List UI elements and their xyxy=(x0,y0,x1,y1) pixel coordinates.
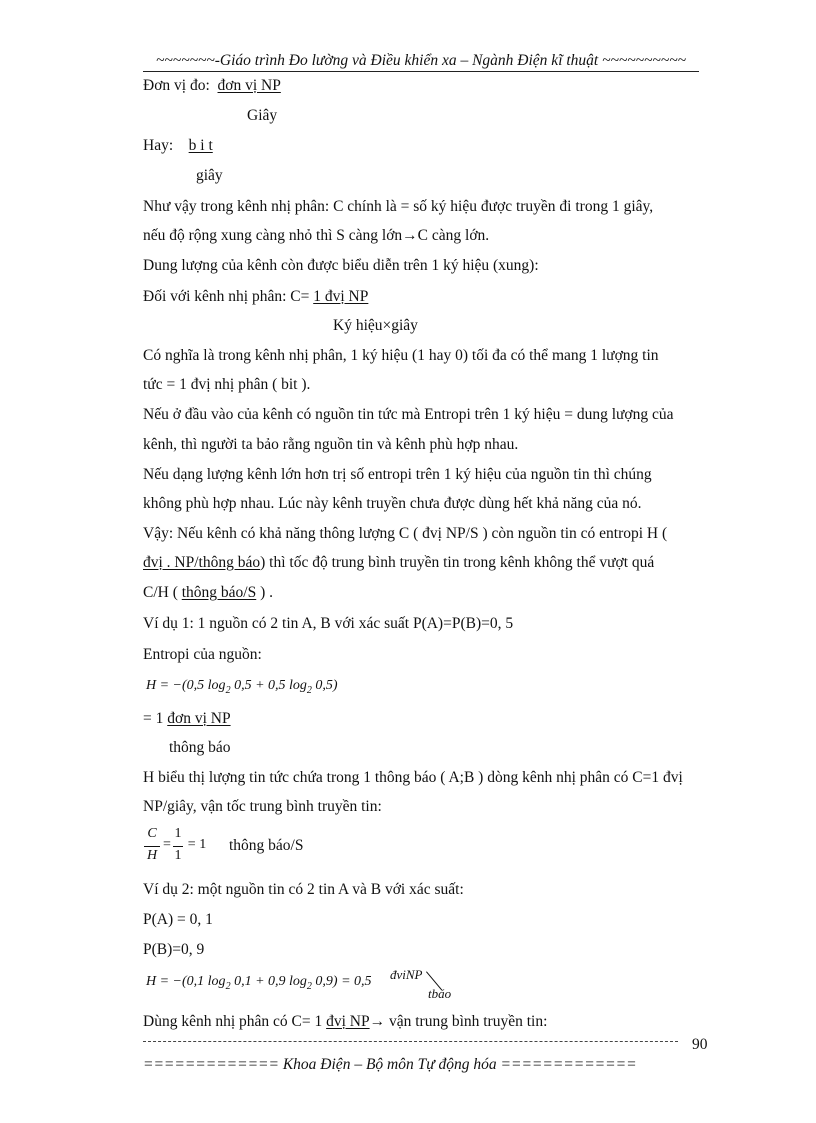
result-line xyxy=(143,709,231,729)
probability-a: P(A) = 0, 1 xyxy=(143,911,213,928)
paragraph-line: NP/giây, vận tốc trung bình truyền tin: xyxy=(143,798,382,815)
ratio-one-bottom: 1 xyxy=(174,848,182,863)
last-text: Dùng kênh nhị phân có C= 1 xyxy=(143,1013,323,1030)
paragraph-line: Như vậy trong kênh nhị phân: C chính là = số ký hiệu được truyền đi trong 1 giây, xyxy=(143,198,654,215)
rate-unit: thông báo/S xyxy=(181,584,257,601)
paragraph-text: ) thì tốc độ trung bình truyền tin trong kênh không thể vượt quá xyxy=(260,554,655,571)
paragraph-line xyxy=(143,553,654,573)
capacity-prefix: Đối với kênh nhị phân: C= xyxy=(143,288,310,305)
ratio-c: C xyxy=(147,826,157,841)
paragraph-line: không phù hợp nhau. Lúc này kênh truyền chưa được dùng hết khả năng của nó. xyxy=(143,495,642,512)
ratio-result: = 1 xyxy=(187,837,207,852)
result-prefix: = 1 xyxy=(143,710,164,727)
capacity-denominator: Ký hiệu×giây xyxy=(333,317,418,334)
footer-dashed-rule xyxy=(143,1041,678,1042)
hay-denominator: giây xyxy=(196,167,223,184)
paragraph-line: Nếu dạng lượng kênh lớn hơn trị số entropi trên 1 ký hiệu của nguồn tin thì chúng xyxy=(143,466,652,483)
capacity-line xyxy=(143,287,368,307)
paragraph-line: H biểu thị lượng tin tức chứa trong 1 thông báo ( A;B ) dòng kênh nhị phân có C=1 đvị xyxy=(143,769,683,786)
paragraph-line: Vậy: Nếu kênh có khả năng thông lượng C ( đvị NP/S ) còn nguồn tin có entropi H ( xyxy=(143,525,668,542)
unit-line xyxy=(143,76,281,96)
fraction-bar xyxy=(144,846,160,847)
hay-prefix: Hay: xyxy=(143,137,174,154)
page-header: ~~~~~~~-Giáo trình Đo lường và Điều khiển xa – Ngành Điện kĩ thuật ~~~~~~~~~~ xyxy=(143,52,699,72)
paragraph-line: Dung lượng của kênh còn được biểu diễn trên 1 ký hiệu (xung): xyxy=(143,257,539,274)
entropy-label: Entropi của nguồn: xyxy=(143,646,262,663)
ratio-unit: thông báo/S xyxy=(229,837,304,854)
ratio-h: H xyxy=(146,848,158,863)
example-2-title: Ví dụ 2: một nguồn tin có 2 tin A và B với xác suất: xyxy=(143,881,464,898)
hay-numerator: b i t xyxy=(188,137,213,154)
page-footer: ============= Khoa Điện – Bộ môn Tự động hóa ============= xyxy=(143,1056,637,1073)
ratio-one-top: 1 xyxy=(174,826,182,841)
paragraph-line: Nếu ở đầu vào của kênh có nguồn tin tức mà Entropi trên 1 ký hiệu = dung lượng của xyxy=(143,406,674,423)
entropy-formula-1: H = −(0,5 $\log_2 0,5 + 0,5$ $\log_2 0,5$) xyxy=(146,678,338,696)
unit-denominator: Giây xyxy=(247,107,278,124)
last-text: → vận trung bình truyền tin: xyxy=(369,1013,548,1030)
last-line xyxy=(143,1012,547,1032)
entropy-formula-2: H = −(0,1 $\log_2 0,1 + 0,9$ $\log_2 0,9) = 0,5$ xyxy=(146,974,372,992)
last-unit: đvị NP xyxy=(326,1013,370,1030)
paragraph-line: nếu độ rộng xung càng nhỏ thì S càng lớn→C càng lớn. xyxy=(143,227,490,244)
unit-numerator-italic: đviNP xyxy=(390,967,423,982)
paragraph-line: Có nghĩa là trong kênh nhị phân, 1 ký hiệu (1 hay 0) tối đa có thể mang 1 lượng tin xyxy=(143,347,659,364)
unit-prefix: Đơn vị đo: xyxy=(143,77,210,94)
example-1-title: Ví dụ 1: 1 nguồn có 2 tin A, B với xác suất P(A)=P(B)=0, 5 xyxy=(143,615,514,632)
hay-line xyxy=(143,136,213,156)
probability-b: P(B)=0, 9 xyxy=(143,941,205,958)
capacity-numerator: 1 đvị NP xyxy=(313,288,369,305)
page-number: 90 xyxy=(692,1036,708,1053)
ratio-equals: = xyxy=(163,837,171,852)
paragraph-text: ) . xyxy=(260,584,274,601)
result-denominator: thông báo xyxy=(169,739,231,756)
paragraph-text: C/H ( xyxy=(143,584,178,601)
result-numerator: đơn vị NP xyxy=(167,710,231,727)
paragraph-line: kênh, thì người ta bảo rằng nguồn tin và kênh phù hợp nhau. xyxy=(143,436,519,453)
unit-numerator: đơn vị NP xyxy=(217,77,281,94)
unit-denominator-italic: tbáo xyxy=(428,986,452,1001)
entropy-unit: đvị . NP/thông báo xyxy=(143,554,261,571)
paragraph-line: tức = 1 đvị nhị phân ( bit ). xyxy=(143,376,311,393)
fraction-bar xyxy=(173,846,183,847)
paragraph-line xyxy=(143,583,273,603)
